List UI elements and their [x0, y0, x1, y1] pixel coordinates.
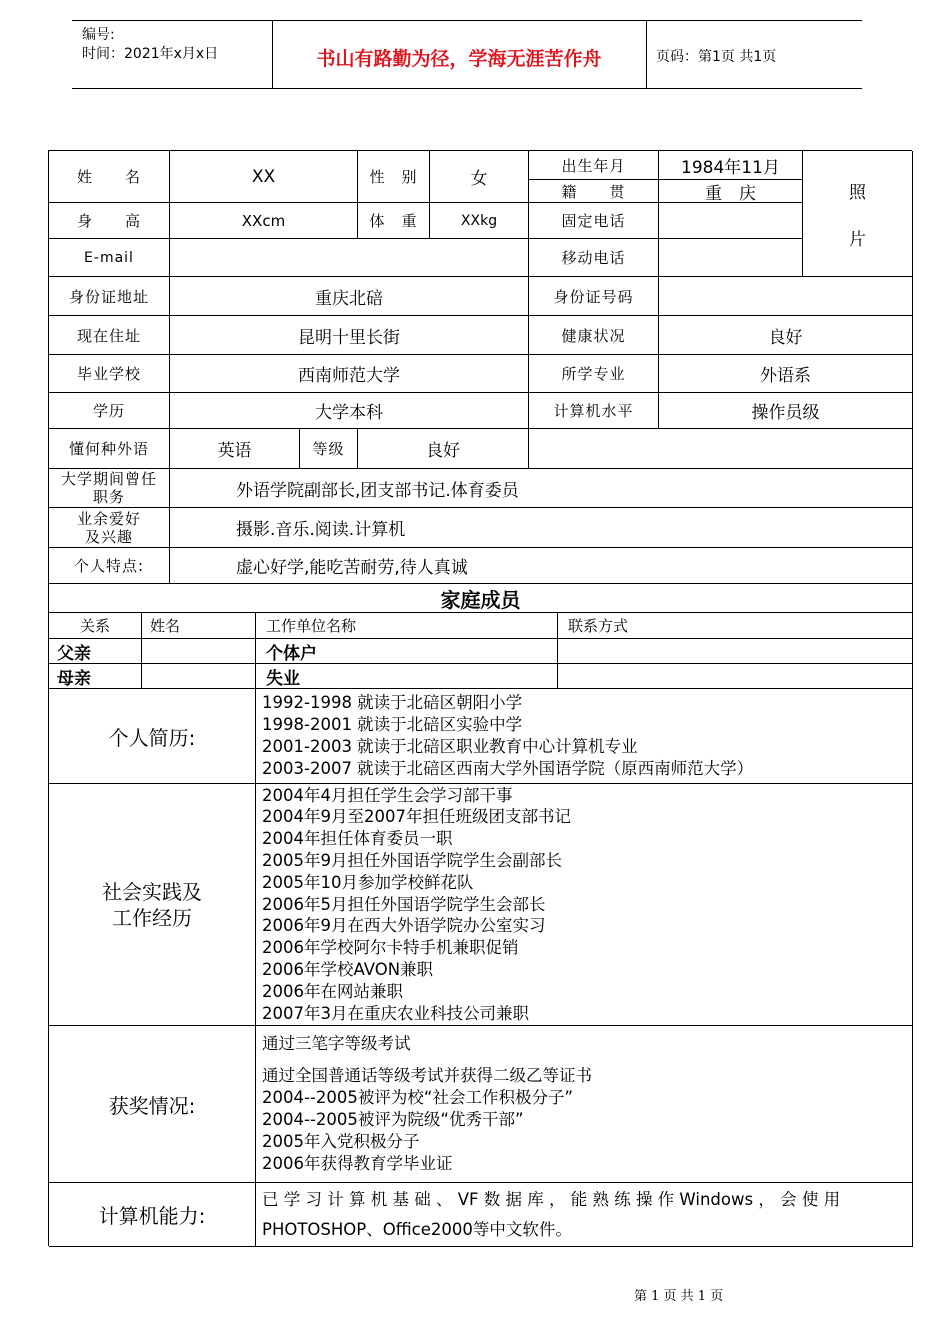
current-address-label: 现在住址: [49, 316, 170, 355]
native-label: 籍 贯: [529, 180, 659, 203]
family-work: 失业: [256, 664, 558, 689]
email-label: E-mail: [49, 239, 170, 277]
awards-label: 获奖情况:: [49, 1026, 256, 1183]
level-value: 良好: [358, 429, 529, 469]
practice-item: 2004年担任体育委员一职: [262, 829, 453, 849]
health-label: 健康状况: [529, 316, 659, 355]
computer-level-label: 计算机水平: [529, 393, 659, 429]
motto: 书山有路勤为径，学海无涯苦作舟: [316, 48, 602, 70]
practice-item: 2006年9月在西大外语学院办公室实习: [262, 916, 546, 936]
practice-list: [256, 784, 913, 1026]
resume-item: 1992-1998 就读于北碚区朝阳小学: [262, 693, 523, 713]
header-divider: [646, 20, 647, 88]
family-name: [142, 664, 256, 689]
family-title: 家庭成员: [49, 584, 913, 613]
practice-item: 2004年4月担任学生会学习部干事: [262, 785, 513, 805]
weight-label: 体 重: [358, 203, 430, 239]
practice-item: 2005年9月担任外国语学院学生会副部长: [262, 851, 562, 870]
gender-value: 女: [430, 151, 529, 203]
language-label: 懂何种外语: [49, 429, 170, 469]
height-label: 身 高: [49, 203, 170, 239]
serial-label: 编号:: [82, 27, 115, 43]
photo-label: 照: [849, 182, 866, 203]
major-value: 外语系: [659, 355, 913, 393]
name-value: XX: [170, 151, 358, 203]
computer-line: 已 学 习 计 算 机 基 础 、 VF 数 据 库 ， 能 熟 练 操 作 Windows ， 会 使 用: [262, 1189, 841, 1209]
health-value: 良好: [659, 316, 913, 355]
family-contact: [558, 639, 913, 664]
awards-list: [256, 1026, 913, 1183]
language-value: 英语: [170, 429, 300, 469]
gender-label: 性 别: [358, 151, 430, 203]
practice-item: 2004年9月至2007年担任班级团支部书记: [262, 807, 571, 827]
award-item: 2006年获得教育学毕业证: [262, 1154, 453, 1173]
practice-label-line: 工作经历: [112, 905, 192, 930]
practice-item: 2006年学校AVON兼职: [262, 959, 434, 979]
education-value: 大学本科: [170, 393, 529, 429]
practice-label-line: 社会实践及: [102, 879, 202, 904]
photo-label: 片: [849, 229, 866, 250]
name-label: 姓 名: [49, 151, 170, 203]
award-item: 通过三笔字等级考试: [262, 1034, 411, 1053]
hobbies-label: [49, 508, 170, 548]
traits-label: 个人特点:: [49, 548, 170, 584]
computer-line: PHOTOSHOP、Office2000等中文软件。: [262, 1219, 572, 1239]
header-bottom-rule: [72, 88, 862, 89]
height-value: XXcm: [170, 203, 358, 239]
hobbies-label-line: 业余爱好: [76, 509, 141, 528]
id-number-label: 身份证号码: [529, 277, 659, 316]
family-name: [142, 639, 256, 664]
weight-value: XXkg: [430, 203, 529, 239]
practice-item: 2005年10月参加学校鲜花队: [262, 872, 474, 892]
header-top-rule: [72, 20, 862, 21]
positions-label-line: 职务: [92, 488, 125, 506]
school-label: 毕业学校: [49, 355, 170, 393]
family-header-name: 姓名: [142, 613, 256, 639]
family-relation: 母亲: [49, 664, 142, 689]
page-info: 页码：第1页 共1页: [656, 49, 777, 65]
id-number-value: [659, 277, 913, 316]
resume-list: [256, 689, 913, 784]
id-address-value: 重庆北碚: [170, 277, 529, 316]
practice-item: 2006年在网站兼职: [262, 981, 403, 1001]
practice-item: 2006年5月担任外国语学院学生会部长: [262, 894, 546, 914]
award-item: 通过全国普通话等级考试并获得二级乙等证书: [262, 1066, 592, 1085]
level-label: 等级: [300, 429, 358, 469]
empty-cell: [529, 429, 913, 469]
family-header-contact: 联系方式: [558, 613, 913, 639]
positions-label: [49, 469, 170, 508]
family-header-work: 工作单位名称: [256, 613, 558, 639]
education-label: 学历: [49, 393, 170, 429]
mobile-value: [659, 239, 803, 277]
positions-label-line: 大学期间曾任: [60, 470, 157, 488]
resume-item: 2003-2007 就读于北碚区西南大学外国语学院（原西南师范大学）: [262, 758, 754, 778]
footer-page: 第 1 页 共 1 页: [634, 1289, 724, 1304]
school-value: 西南师范大学: [170, 355, 529, 393]
time-label: 时间：2021年x月x日: [82, 46, 219, 62]
computer-text: [256, 1183, 913, 1247]
family-header-relation: 关系: [49, 613, 142, 639]
practice-label: [49, 784, 256, 1026]
resume-item: 1998-2001 就读于北碚区实验中学: [262, 715, 523, 735]
practice-item: 2006年学校阿尔卡特手机兼职促销: [262, 938, 519, 958]
computer-level-value: 操作员级: [659, 393, 913, 429]
email-value: [170, 239, 529, 277]
computer-label: 计算机能力:: [49, 1183, 256, 1247]
landline-label: 固定电话: [529, 203, 659, 239]
resume-item: 2001-2003 就读于北碚区职业教育中心计算机专业: [262, 737, 638, 756]
resume-label: 个人简历:: [49, 689, 256, 784]
hobbies-label-line: 及兴趣: [84, 527, 133, 546]
resume-table: [48, 150, 912, 1246]
birth-label: 出生年月: [529, 151, 659, 180]
mobile-label: 移动电话: [529, 239, 659, 277]
award-item: 2004--2005被评为院级“优秀干部”: [262, 1110, 524, 1129]
family-relation: 父亲: [49, 639, 142, 664]
photo-box: [803, 151, 913, 277]
family-contact: [558, 664, 913, 689]
hobbies-value: 摄影.音乐.阅读.计算机: [170, 508, 913, 548]
traits-value: 虚心好学,能吃苦耐劳,待人真诚: [170, 548, 913, 584]
current-address-value: 昆明十里长街: [170, 316, 529, 355]
id-address-label: 身份证地址: [49, 277, 170, 316]
award-item: 2004--2005被评为校“社会工作积极分子”: [262, 1088, 573, 1107]
positions-value: 外语学院副部长,团支部书记.体育委员: [170, 469, 913, 508]
family-work: 个体户: [256, 639, 558, 664]
native-value: 重 庆: [659, 180, 803, 203]
award-item: 2005年入党积极分子: [262, 1132, 420, 1151]
major-label: 所学专业: [529, 355, 659, 393]
landline-value: [659, 203, 803, 239]
practice-item: 2007年3月在重庆农业科技公司兼职: [262, 1003, 529, 1023]
birth-value: 1984年11月: [659, 151, 803, 180]
